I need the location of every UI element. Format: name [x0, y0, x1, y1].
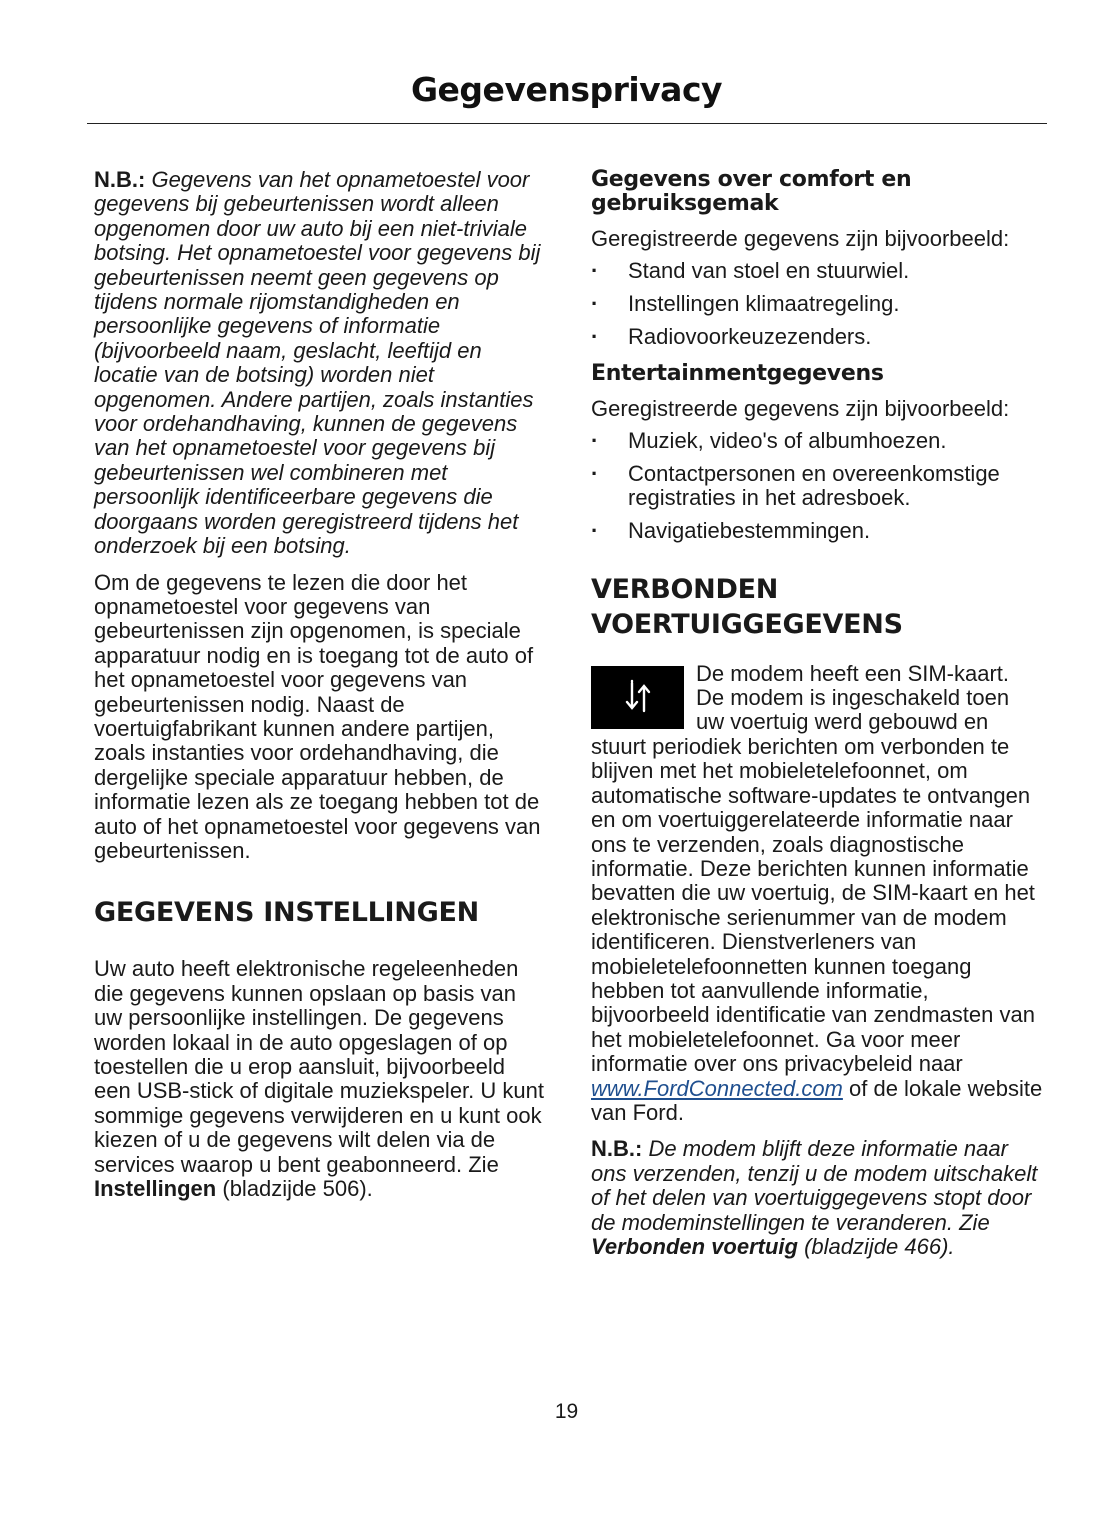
- right-column: [591, 168, 1043, 1271]
- heading-comfort-data: Gegevens over comfort en gebruiksgemak: [591, 167, 912, 216]
- entertainment-intro: Geregistreerde gegevens zijn bijvoorbeeld:: [591, 395, 1010, 421]
- heading-entertainment-data: Entertainmentgegevens: [591, 360, 884, 386]
- paragraph-reading-data: Om de gegevens te lezen die door het opnametoestel voor gegevens van gebeurtenissen zijn opgenomen, is speciale apparatuur nodig en is toegang tot de auto of het opnametoestel voor gegevens van gebeurtenissen nodig. Naast de voertuigfabrikant kunnen andere partijen, zoals instanties voor ordehandhaving, die dergelijke speciale apparatuur hebben, de informatie lezen als ze toegang hebben tot de auto of het opnametoestel voor gegevens van gebeurtenissen.: [94, 569, 541, 863]
- list-item: · Instellingen klimaatregeling.: [591, 292, 1043, 316]
- modem-text: De modem heeft een SIM-kaart. De modem is ingeschakeld toen uw voertuig werd gebouwd en stuurt periodiek berichten om verbonden te blijven met het mobieletelefoonnet, om automatische software-updates te ontvangen en om voertuiggerelateerde informatie naar ons te verzenden, zoals diagnostische informatie. Deze berichten kunnen informatie bevatten die uw voertuig, de SIM-kaart en het elektronische serienummer van de modem identificeren. Dienstverleners van mobieletelefoonnetten kunnen toegang hebben tot aanvullende informatie, bijvoorbeeld identificatie van zendmasten van het mobieletelefoonnet. Ga voor meer informatie over ons privacybeleid naar: [591, 660, 1035, 1077]
- note-event-recorder: [94, 168, 546, 559]
- list-item: · Muziek, video's of albumhoezen.: [591, 429, 1043, 453]
- connected-vehicle-reference: Verbonden voertuig: [591, 1234, 798, 1259]
- page-number: 19: [554, 1400, 579, 1423]
- page-title: Gegevensprivacy: [410, 70, 723, 109]
- note-modem: [591, 1137, 1043, 1259]
- modem-paragraph: [591, 662, 1043, 1126]
- comfort-intro: Geregistreerde gegevens zijn bijvoorbeeld:: [591, 226, 1010, 251]
- settings-page-ref: (bladzijde 506).: [222, 1176, 373, 1202]
- entertainment-list: [591, 429, 1043, 544]
- note-text: Gegevens van het opnametoestel voor gegevens bij gebeurtenissen wordt alleen opgenomen door uw auto bij een niet-triviale botsing. Het opnametoestel voor gegevens bij gebeurtenissen neemt geen gegevens op tijdens normale rijomstandigheden en persoonlijke gegevens of informatie (bijvoorbeeld naam, geslacht, leeftijd en locatie van de botsing) worden niet opgenomen. Andere partijen, zoals instanties voor ordehandhaving, kunnen de gegevens van het opnametoestel voor gegevens bij gebeurtenissen wel combineren met persoonlijk identificeerbare gegevens die doorgaans worden geregistreerd tijdens het onderzoek bij een botsing.: [94, 167, 541, 559]
- list-item: · Radiovoorkeuzezenders.: [591, 325, 1043, 349]
- note-text: De modem blijft deze informatie naar ons verzenden, tenzij u de modem uitschakelt of het delen van voertuiggegevens stopt door de modeminstellingen te veranderen. Zie: [591, 1136, 1038, 1235]
- comfort-list: [591, 259, 1043, 349]
- note-label: N.B.:: [94, 167, 146, 192]
- title-divider: [87, 123, 1047, 124]
- left-column: [94, 168, 546, 1213]
- section-heading-data-settings: GEGEVENS INSTELLINGEN: [94, 897, 479, 929]
- list-item: · Stand van stoel en stuurwiel.: [591, 259, 1043, 283]
- section-heading-line2: VOERTUIGGEGEVENS: [591, 608, 903, 640]
- list-item: · Contactpersonen en overeenkomstige registraties in het adresboek.: [591, 462, 1043, 511]
- data-settings-text: Uw auto heeft elektronische regeleenheden die gegevens kunnen opslaan op basis van uw persoonlijke instellingen. De gegevens worden lokaal in de auto opgeslagen of op toestellen die u erop aansluit, bijvoorbeeld een USB-stick of digitale muziekspeler. U kunt sommige gegevens verwijderen en u kunt ook kiezen of u de gegevens wilt delen via de services waarop u bent geabonneerd. Zie: [94, 956, 544, 1177]
- paragraph-data-settings: [94, 957, 546, 1201]
- connected-vehicle-page-ref: (bladzijde 466).: [804, 1234, 955, 1259]
- data-transfer-arrows-icon: [591, 666, 684, 729]
- note-label: N.B.:: [591, 1136, 643, 1162]
- section-heading-connected-vehicle: [591, 572, 1043, 642]
- ford-connected-link[interactable]: www.FordConnected.com: [591, 1075, 843, 1101]
- settings-reference: Instellingen: [94, 1176, 217, 1202]
- list-item: · Navigatiebestemmingen.: [591, 519, 1043, 543]
- section-heading-line1: VERBONDEN: [591, 573, 779, 605]
- modem-text-end: of de lokale website van Ford.: [591, 1075, 1043, 1125]
